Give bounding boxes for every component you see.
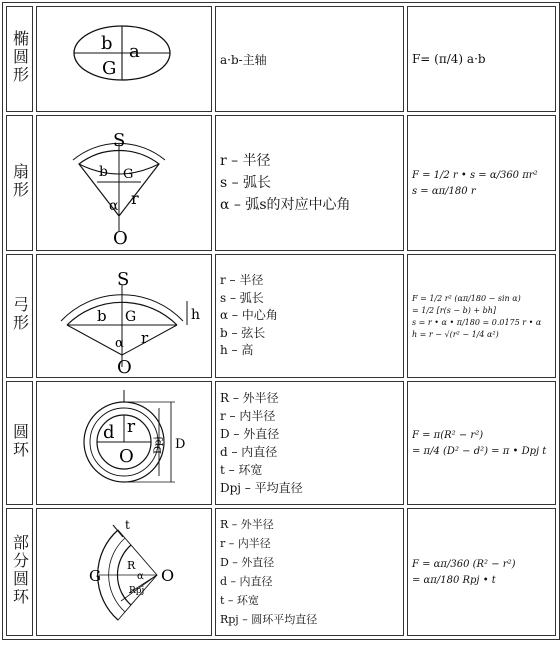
variable-line: α – 弧s的对应中心角 bbox=[219, 197, 351, 213]
segment-diagram bbox=[37, 255, 211, 377]
shape-name-cell bbox=[6, 6, 33, 112]
shape-name: 圆环 bbox=[10, 423, 30, 459]
label-g: G bbox=[124, 309, 137, 325]
figure-cell bbox=[36, 508, 212, 636]
label-g: G bbox=[101, 58, 117, 79]
shape-name: 弓形 bbox=[10, 296, 30, 332]
radius-left bbox=[67, 325, 122, 355]
variables-cell bbox=[215, 6, 404, 112]
label-b: b bbox=[98, 164, 108, 180]
variable-line: h – 高 bbox=[219, 343, 254, 358]
label-r: r bbox=[126, 417, 136, 437]
variable-line: d – 内直径 bbox=[219, 575, 273, 588]
formula-cell bbox=[407, 115, 556, 251]
label-outer-d: D bbox=[174, 437, 186, 452]
label-alpha: α bbox=[114, 336, 124, 351]
formula-line: s = απ/180 r bbox=[411, 185, 476, 197]
table-row bbox=[6, 381, 556, 505]
label-d: d bbox=[102, 422, 115, 443]
variable-line: a·b-主轴 bbox=[219, 52, 267, 67]
shape-name: 部分圆环 bbox=[10, 534, 30, 606]
variable-line: D – 外直径 bbox=[219, 427, 280, 441]
formula-line: F = απ/360 (R² − r²) bbox=[411, 558, 516, 570]
label-b: b bbox=[100, 33, 113, 54]
area-formula-table bbox=[2, 2, 560, 640]
figure-cell bbox=[36, 254, 212, 378]
variable-line: r – 内半径 bbox=[219, 537, 271, 550]
label-g: G bbox=[88, 567, 101, 585]
formula-cell bbox=[407, 6, 556, 112]
sector-diagram bbox=[37, 116, 211, 250]
label-o: O bbox=[116, 357, 132, 377]
label-o: O bbox=[160, 566, 175, 585]
shape-name-cell bbox=[6, 115, 33, 251]
variable-line: R – 外半径 bbox=[219, 518, 274, 531]
variable-line: s – 弧长 bbox=[219, 290, 264, 305]
shape-name: 椭圆形 bbox=[10, 30, 30, 84]
shape-name-cell bbox=[6, 381, 33, 505]
variable-line: t – 环宽 bbox=[219, 594, 259, 607]
label-s: S bbox=[112, 130, 126, 151]
thickness-marker bbox=[113, 525, 123, 537]
ellipse-diagram bbox=[37, 7, 211, 111]
table-row bbox=[6, 6, 556, 112]
formula-line: s = r • α • π/180 = 0.0175 r • α bbox=[411, 317, 542, 327]
partial-ring-diagram bbox=[37, 509, 211, 635]
variable-line: s – 弧长 bbox=[219, 175, 272, 191]
label-r: r bbox=[130, 189, 139, 208]
figure-cell bbox=[36, 115, 212, 251]
variable-line: r – 半径 bbox=[219, 273, 264, 288]
label-a: a bbox=[128, 41, 140, 62]
figure-cell bbox=[36, 6, 212, 112]
table-row bbox=[6, 115, 556, 251]
variable-line: D – 外直径 bbox=[219, 556, 275, 569]
label-t: t bbox=[124, 518, 130, 532]
variable-line: R – 外半径 bbox=[219, 391, 279, 405]
label-b: b bbox=[96, 307, 107, 325]
shape-name-cell bbox=[6, 254, 33, 378]
variable-line: b – 弦长 bbox=[219, 325, 266, 340]
formula-line: F = 1/2 r • s = α/360 πr² bbox=[411, 169, 538, 181]
variable-line: Dpj – 平均直径 bbox=[219, 481, 303, 495]
variable-line: d – 内直径 bbox=[219, 445, 278, 459]
variable-line: Rpj – 圆环平均直径 bbox=[219, 613, 318, 626]
formula-line: h = r − √(r² − 1/4 α²) bbox=[411, 329, 499, 339]
shape-name: 扇形 bbox=[10, 163, 30, 199]
formula-line: F = 1/2 r² (απ/180 − sin α) bbox=[411, 293, 521, 303]
formula-cell bbox=[407, 381, 556, 505]
variable-line: r – 半径 bbox=[219, 153, 271, 169]
variable-line: α – 中心角 bbox=[219, 308, 278, 323]
label-dpj: Dpj bbox=[152, 436, 164, 454]
ring-diagram bbox=[37, 382, 211, 504]
variables-cell bbox=[215, 254, 404, 378]
label-alpha: α bbox=[136, 571, 144, 582]
label-h: h bbox=[190, 307, 200, 323]
formula-line: = π/4 (D² − d²) = π • Dpj t bbox=[411, 445, 547, 457]
label-o: O bbox=[112, 228, 128, 249]
radius-right bbox=[122, 325, 177, 355]
formula-cell bbox=[407, 508, 556, 636]
label-o: O bbox=[118, 446, 134, 467]
label-r: r bbox=[140, 329, 149, 347]
table-row bbox=[6, 508, 556, 636]
label-alpha: α bbox=[108, 198, 119, 214]
formula-line: F= (π/4) a·b bbox=[411, 52, 486, 66]
formula-line: = 1/2 [r(s − b) + bh] bbox=[411, 305, 497, 315]
label-rpj: Rpj bbox=[128, 586, 145, 596]
label-s: S bbox=[116, 269, 130, 290]
variables-cell bbox=[215, 381, 404, 505]
variables-cell bbox=[215, 508, 404, 636]
formula-line: = απ/180 Rpj • t bbox=[411, 574, 496, 586]
formula-cell bbox=[407, 254, 556, 378]
variable-line: t – 环宽 bbox=[219, 463, 263, 477]
formula-line: F = π(R² − r²) bbox=[411, 429, 484, 441]
shape-name-cell bbox=[6, 508, 33, 636]
table-row bbox=[6, 254, 556, 378]
variable-line: r – 内半径 bbox=[219, 409, 276, 423]
label-r-outer: R bbox=[126, 559, 136, 572]
variables-cell bbox=[215, 115, 404, 251]
figure-cell bbox=[36, 381, 212, 505]
label-g: G bbox=[122, 167, 134, 182]
